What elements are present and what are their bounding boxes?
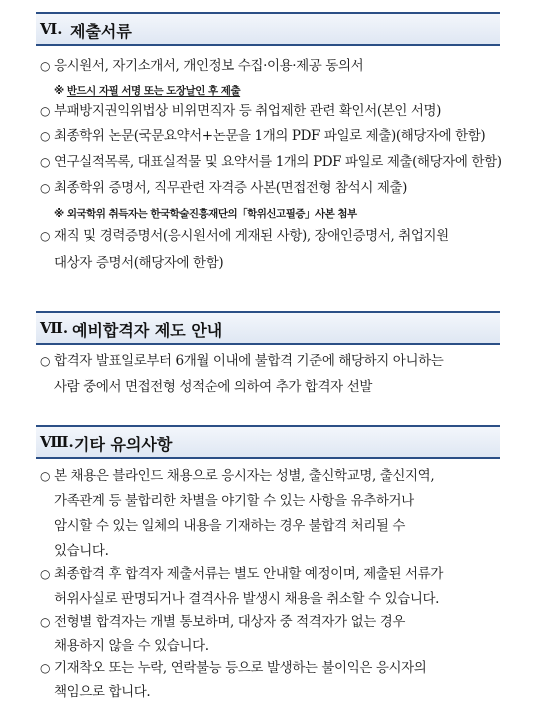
list-item-text-continued: 있습니다. (54, 543, 109, 559)
list-item-text-continued: 가족관계 등 불합리한 차별을 야기할 수 있는 사항을 유추하거나 (54, 493, 414, 509)
circle-bullet-icon: ○ (40, 354, 51, 368)
circle-bullet-icon: ○ (40, 567, 51, 581)
section-number: Ⅷ. (40, 433, 74, 451)
circle-bullet-icon: ○ (40, 104, 51, 118)
list-item (40, 610, 512, 660)
list-item-text: 연구실적목록, 대표실적물 및 요약서를 1개의 PDF 파일로 제출(해당자에 한함) (54, 154, 502, 170)
list-item-text: 최종합격 후 합격자 제출서류는 별도 안내할 예정이며, 제출된 서류가 (54, 566, 443, 582)
section-number: Ⅶ. (40, 319, 69, 337)
note-text: 외국학위 취득자는 한국학술진흥재단의「학위신고필증」사본 첨부 (66, 208, 357, 220)
note-text: 반드시 자필 서명 또는 도장날인 후 제출 (66, 85, 241, 97)
section-title: 제출서류 (70, 22, 132, 41)
note-mark: ※ (54, 208, 67, 220)
circle-bullet-icon: ○ (40, 229, 51, 243)
list-item-text: 최종학위 증명서, 직무관련 자격증 사본(면접전형 참석시 제출) (54, 180, 407, 196)
list-item-text-continued: 책임으로 합니다. (54, 684, 151, 700)
section-title: 예비합격자 제도 안내 (72, 321, 223, 340)
circle-bullet-icon: ○ (40, 181, 51, 195)
list-item-text: 부패방지권익위법상 비위면직자 등 취업제한 관련 확인서(본인 서명) (54, 103, 442, 119)
section-header-other-notes (36, 425, 500, 459)
note-foreign-degree (54, 206, 357, 221)
list-item (40, 464, 512, 564)
circle-bullet-icon: ○ (40, 129, 51, 143)
list-item-text-continued: 채용하지 않을 수 있습니다. (54, 638, 209, 654)
note-mark: ※ (54, 85, 67, 97)
list-item-text: 최종학위 논문(국문요약서+논문을 1개의 PDF 파일로 제출)(해당자에 한함) (54, 128, 486, 144)
note-signature (54, 83, 240, 98)
section-header-reserve-candidates (36, 311, 500, 345)
circle-bullet-icon: ○ (40, 615, 51, 629)
list-item-text-continued: 암시할 수 있는 일체의 내용을 기재하는 경우 불합격 처리될 수 (54, 518, 406, 534)
section-number: Ⅵ. (40, 20, 63, 38)
section-title: 기타 유의사항 (74, 435, 173, 454)
list-item (40, 349, 512, 399)
list-item-text-continued: 사람 중에서 면접전형 성적순에 의하여 추가 합격자 선발 (54, 379, 372, 395)
circle-bullet-icon: ○ (40, 155, 51, 169)
list-item (40, 224, 512, 272)
circle-bullet-icon: ○ (40, 661, 51, 675)
list-item (40, 656, 512, 706)
list-item (40, 562, 512, 612)
section-header-submission-documents (36, 12, 500, 46)
list-item-text: 본 채용은 블라인드 채용으로 응시자는 성별, 출신학교명, 출신지역, (54, 468, 435, 484)
list-item-text-continued: 허위사실로 판명되거나 결격사유 발생시 채용을 취소할 수 있습니다. (54, 591, 440, 607)
list-item-text: 기재착오 또는 누락, 연락불능 등으로 발생하는 불이익은 응시자의 (54, 660, 427, 676)
list-item-text: 전형별 합격자는 개별 통보하며, 대상자 중 적격자가 없는 경우 (54, 614, 406, 630)
list-item-text: 재직 및 경력증명서(응시원서에 게재된 사항), 장애인증명서, 취업지원 (54, 228, 449, 244)
list-item-text: 합격자 발표일로부터 6개월 이내에 불합격 기준에 해당하지 아니하는 (54, 353, 444, 369)
list-item-text: 응시원서, 자기소개서, 개인정보 수집·이용·제공 동의서 (54, 58, 364, 74)
list-item-text-continued: 대상자 증명서(해당자에 한함) (54, 255, 224, 271)
circle-bullet-icon: ○ (40, 469, 51, 483)
circle-bullet-icon: ○ (40, 59, 51, 73)
